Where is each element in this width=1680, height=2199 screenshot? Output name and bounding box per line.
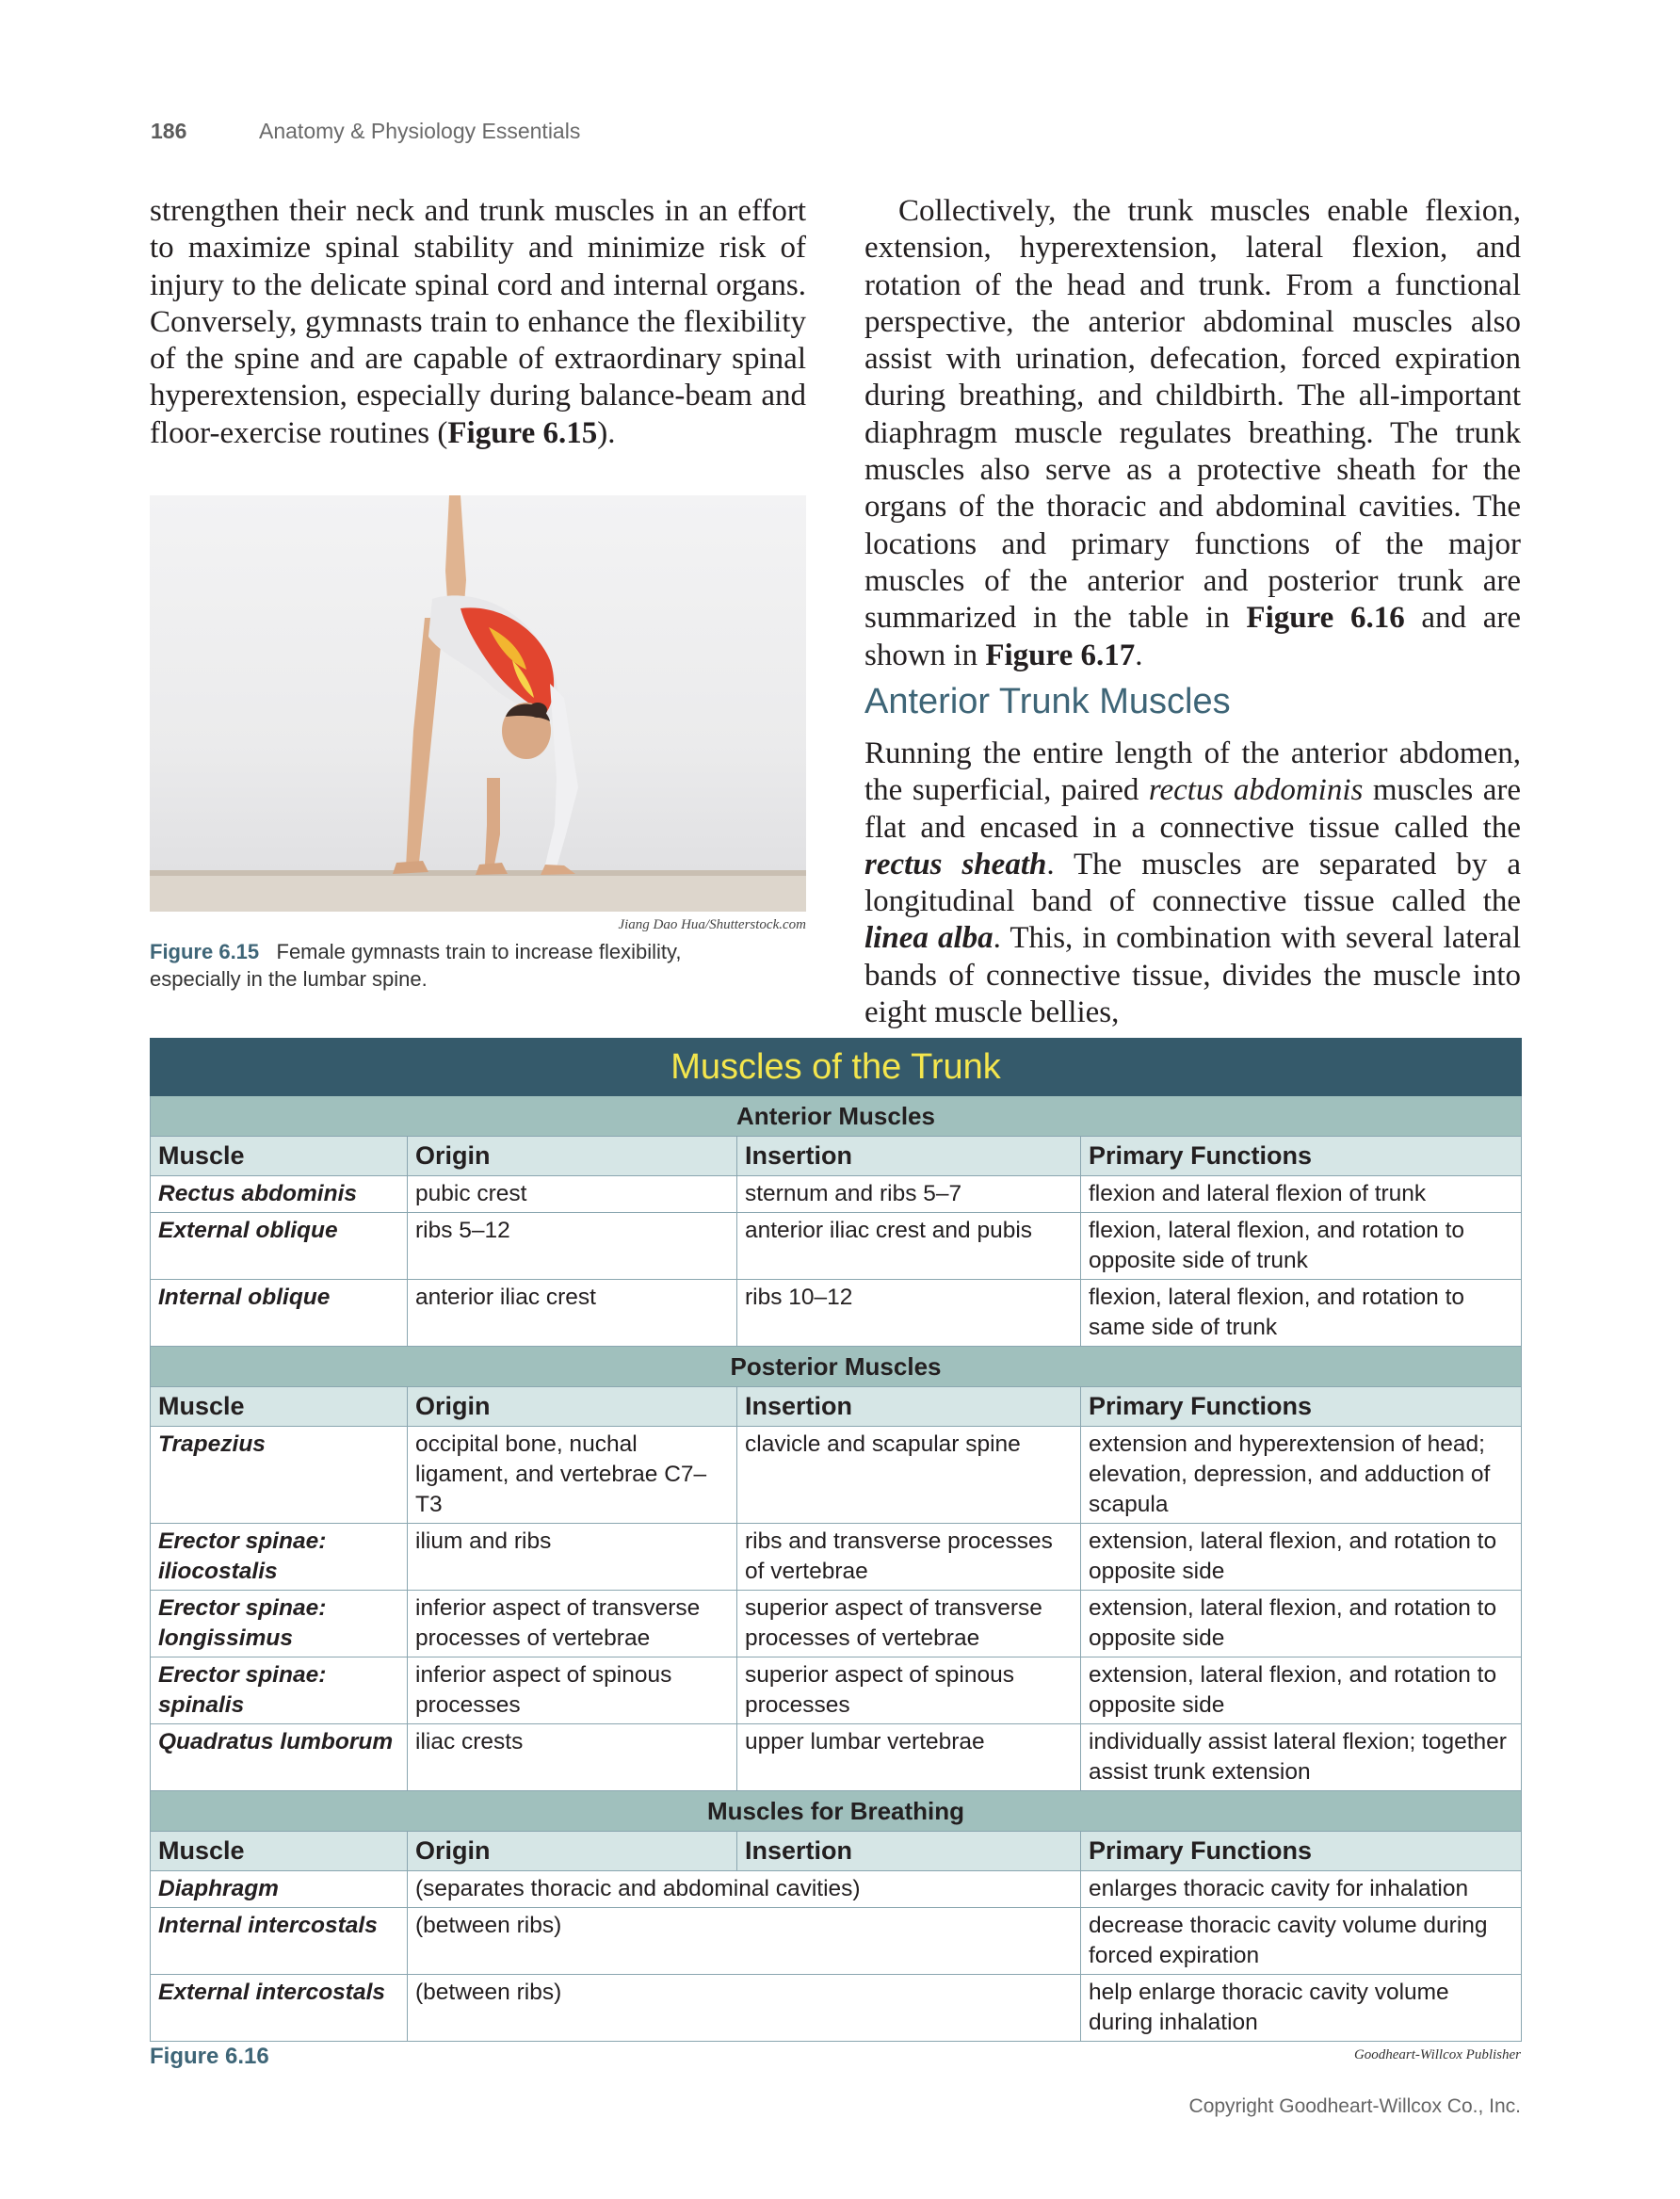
- section-header-posterior: Posterior Muscles: [151, 1347, 1522, 1387]
- table-figure-label: Figure 6.16: [150, 2044, 269, 2069]
- gymnast-illustration: [150, 495, 806, 912]
- column-header: Origin: [408, 1137, 737, 1176]
- column-header: Primary Functions: [1081, 1832, 1522, 1871]
- running-header: Anatomy & Physiology Essentials: [259, 119, 581, 143]
- figure-caption: Figure 6.15 Female gymnasts train to increase flexibility, especially in the lumbar spine.: [150, 940, 682, 991]
- column-header: Origin: [408, 1387, 737, 1427]
- table-row: Internal intercostals (between ribs) decrease thoracic cavity volume during forced expiration: [151, 1908, 1522, 1975]
- left-column-text: strengthen their neck and trunk muscles in an effort to maximize spinal stability and minimize risk of injury to the delicate spinal cord and internal organs. Conversely, gymnasts train to enhance the flexibility of the spine and are capable of extraordinary spinal hyperextension, especially during balance-beam and floor-exercise routines (Figure 6.15).: [150, 194, 806, 450]
- figure-reference: Figure 6.15: [447, 415, 598, 450]
- publisher-credit: Goodheart-Willcox Publisher: [1353, 2047, 1521, 2062]
- table-row: External intercostals (between ribs) help enlarge thoracic cavity volume during inhalation: [151, 1975, 1522, 2042]
- page-number: 186: [151, 119, 187, 143]
- column-header: Primary Functions: [1081, 1387, 1522, 1427]
- table-row: External oblique ribs 5–12 anterior iliac crest and pubis flexion, lateral flexion, and rotation to opposite side of trunk: [151, 1213, 1522, 1280]
- column-header: Insertion: [737, 1387, 1081, 1427]
- copyright-notice: Copyright Goodheart-Willcox Co., Inc.: [1188, 2095, 1521, 2117]
- table-row: Trapezius occipital bone, nuchal ligament, and vertebrae C7–T3 clavicle and scapular spine extension and hyperextension of head; elevation, depression, and adduction of scapula: [151, 1427, 1522, 1524]
- muscles-table: [150, 1038, 1522, 2042]
- right-column-paragraph-1: Collectively, the trunk muscles enable flexion, extension, hyperextension, lateral flexion, and rotation of the head and trunk. From a functional perspective, the anterior abdominal muscles also assist with urination, defecation, forced expiration during breathing, and childbirth. The all-important diaphragm muscle regulates breathing. The trunk muscles also serve as a protective sheath for the organs of the thoracic and abdominal cavities. The locations and primary functions of the major muscles of the anterior and posterior trunk are summarized in the table in Figure 6.16 and are shown in Figure 6.17.: [864, 194, 1522, 672]
- photo-credit: Jiang Dao Hua/Shutterstock.com: [618, 917, 806, 932]
- column-header: Origin: [408, 1832, 737, 1871]
- table-row: Internal oblique anterior iliac crest ribs 10–12 flexion, lateral flexion, and rotation to same side of trunk: [151, 1280, 1522, 1347]
- table-title: Muscles of the Trunk: [151, 1039, 1522, 1096]
- table-row: Erector spinae: spinalis inferior aspect of spinous processes superior aspect of spinous processes extension, lateral flexion, and rotation to opposite side: [151, 1657, 1522, 1724]
- column-header: Insertion: [737, 1137, 1081, 1176]
- column-header: Muscle: [151, 1137, 408, 1176]
- column-header: Insertion: [737, 1832, 1081, 1871]
- table-row: Erector spinae: iliocostalis ilium and ribs ribs and transverse processes of vertebrae extension, lateral flexion, and rotation to opposite side: [151, 1524, 1522, 1591]
- table-row: Quadratus lumborum iliac crests upper lumbar vertebrae individually assist lateral flexion; together assist trunk extension: [151, 1724, 1522, 1791]
- column-header: Muscle: [151, 1832, 408, 1871]
- figure-label: Figure 6.15: [150, 940, 260, 963]
- section-heading: Anterior Trunk Muscles: [864, 682, 1231, 721]
- right-column-paragraph-2: Running the entire length of the anterior abdomen, the superficial, paired rectus abdominis muscles are flat and encased in a connective tissue called the rectus sheath. The muscles are separated by a longitudinal band of connective tissue called the linea alba. This, in combination with several lateral bands of connective tissue, divides the muscle into eight muscle bellies,: [864, 736, 1522, 1030]
- section-header-breathing: Muscles for Breathing: [151, 1791, 1522, 1832]
- table-row: Diaphragm (separates thoracic and abdominal cavities) enlarges thoracic cavity for inhalation: [151, 1871, 1522, 1908]
- column-header: Primary Functions: [1081, 1137, 1522, 1176]
- table-row: Erector spinae: longissimus inferior aspect of transverse processes of vertebrae superior aspect of transverse processes of vertebrae extension, lateral flexion, and rotation to opposite side: [151, 1591, 1522, 1657]
- table-row: Rectus abdominis pubic crest sternum and ribs 5–7 flexion and lateral flexion of trunk: [151, 1176, 1522, 1213]
- column-header: Muscle: [151, 1387, 408, 1427]
- gymnast-photo: [150, 495, 806, 912]
- section-header-anterior: Anterior Muscles: [151, 1096, 1522, 1137]
